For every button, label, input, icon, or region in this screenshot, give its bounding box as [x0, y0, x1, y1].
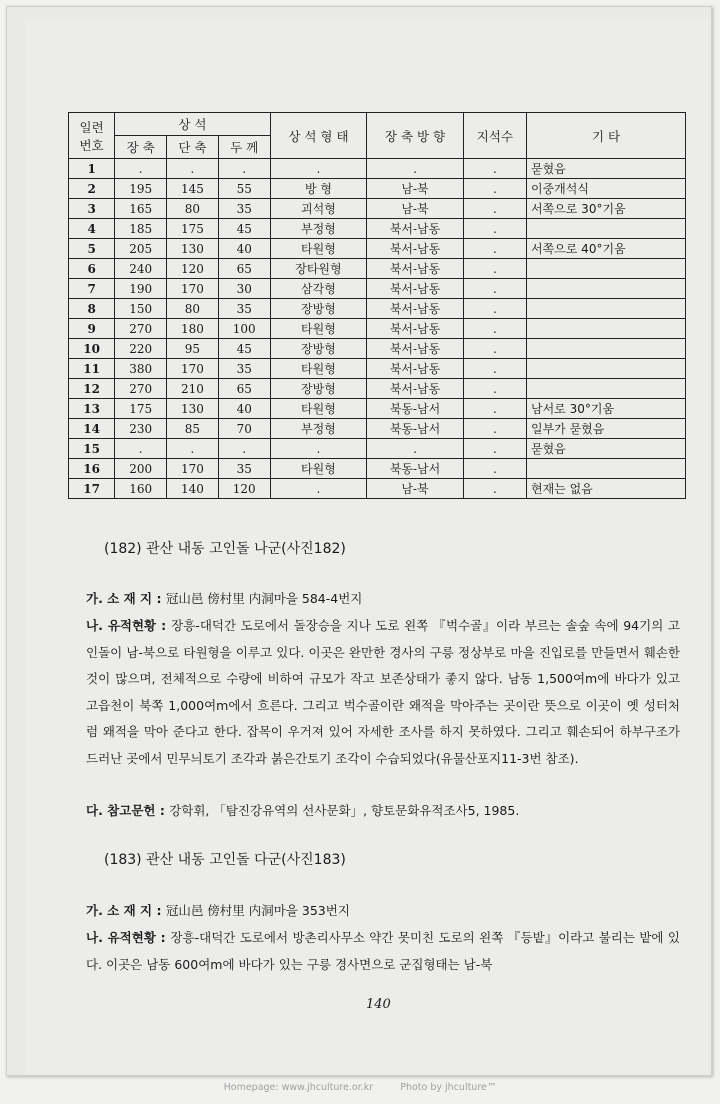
cell-thickness: 35	[218, 359, 270, 379]
cell-support-count: .	[463, 439, 526, 459]
cell-serial-number: 13	[69, 399, 115, 419]
cell-remarks	[527, 339, 686, 359]
cell-thickness: 65	[218, 259, 270, 279]
cell-remarks	[527, 359, 686, 379]
cell-remarks: 일부가 묻혔음	[527, 419, 686, 439]
cell-serial-number: 5	[69, 239, 115, 259]
cell-serial-number: 1	[69, 159, 115, 179]
cell-axis-direction: .	[367, 159, 464, 179]
table-row	[69, 219, 686, 239]
table-row	[69, 439, 686, 459]
cell-width: 170	[167, 279, 219, 299]
cell-serial-number: 17	[69, 479, 115, 499]
table-row	[69, 279, 686, 299]
cell-remarks: 현재는 없음	[527, 479, 686, 499]
cell-length: 270	[115, 319, 167, 339]
section-182-location	[86, 586, 680, 613]
cell-thickness: .	[218, 439, 270, 459]
cell-width: 85	[167, 419, 219, 439]
cell-length: 165	[115, 199, 167, 219]
table-row	[69, 199, 686, 219]
table-row	[69, 419, 686, 439]
cell-shape: 타원형	[270, 359, 367, 379]
status-text: 장흥-대덕간 도로에서 방촌리사무소 약간 못미친 도로의 왼쪽 『등밭』이라고 불리는 밭에 있다. 이곳은 남동 600여m에 바다가 있는 구릉 경사면으로 군집형태는 남-북	[86, 930, 680, 972]
cell-thickness: 45	[218, 339, 270, 359]
cell-serial-number: 9	[69, 319, 115, 339]
section-182-references	[86, 798, 680, 825]
cell-length: 205	[115, 239, 167, 259]
cell-shape: 방 형	[270, 179, 367, 199]
cell-shape: .	[270, 159, 367, 179]
header-length: 장 축	[115, 136, 167, 159]
cell-width: .	[167, 159, 219, 179]
cell-axis-direction: 북서-남동	[367, 359, 464, 379]
location-label: 가. 소 재 지 :	[86, 591, 166, 606]
cell-thickness: 65	[218, 379, 270, 399]
cell-support-count: .	[463, 299, 526, 319]
cell-shape: 장타원형	[270, 259, 367, 279]
cell-axis-direction: 북서-남동	[367, 299, 464, 319]
cell-serial-number: 4	[69, 219, 115, 239]
cell-shape: 타원형	[270, 319, 367, 339]
cell-thickness: 100	[218, 319, 270, 339]
footer-homepage: Homepage: www.jhculture.or.kr	[223, 1082, 374, 1093]
section-182-title: (182) 관산 내동 고인돌 나군(사진182)	[104, 541, 346, 557]
cell-support-count: .	[463, 459, 526, 479]
cell-serial-number: 14	[69, 419, 115, 439]
cell-width: 175	[167, 219, 219, 239]
section-182-status	[86, 613, 680, 772]
cell-support-count: .	[463, 479, 526, 499]
header-long-axis-direction: 장 축 방 향	[367, 113, 464, 159]
cell-support-count: .	[463, 199, 526, 219]
cell-axis-direction: 북서-남동	[367, 379, 464, 399]
cell-support-count: .	[463, 259, 526, 279]
cell-serial-number: 16	[69, 459, 115, 479]
cell-length: 185	[115, 219, 167, 239]
cell-thickness: 35	[218, 299, 270, 319]
cell-remarks: 묻혔음	[527, 439, 686, 459]
cell-axis-direction: 북서-남동	[367, 219, 464, 239]
cell-width: 170	[167, 459, 219, 479]
cell-shape: 부정형	[270, 419, 367, 439]
cell-support-count: .	[463, 219, 526, 239]
cell-axis-direction: 북서-남동	[367, 239, 464, 259]
cell-shape: 장방형	[270, 299, 367, 319]
cell-support-count: .	[463, 339, 526, 359]
cell-thickness: 40	[218, 399, 270, 419]
cell-support-count: .	[463, 239, 526, 259]
cell-width: 80	[167, 299, 219, 319]
cell-length: 150	[115, 299, 167, 319]
section-183-location	[86, 898, 680, 925]
cell-axis-direction: 북동-남서	[367, 459, 464, 479]
cell-width: 130	[167, 399, 219, 419]
table-row	[69, 239, 686, 259]
cell-thickness: 40	[218, 239, 270, 259]
cell-thickness: 35	[218, 459, 270, 479]
table-row	[69, 359, 686, 379]
cell-length: 190	[115, 279, 167, 299]
cell-shape: 장방형	[270, 339, 367, 359]
cell-support-count: .	[463, 159, 526, 179]
table-row	[69, 259, 686, 279]
cell-length: 240	[115, 259, 167, 279]
cell-length: 230	[115, 419, 167, 439]
header-support-stone-count: 지석수	[463, 113, 526, 159]
section-183-title: (183) 관산 내동 고인돌 다군(사진183)	[104, 852, 346, 868]
cell-shape: 부정형	[270, 219, 367, 239]
cell-shape: 타원형	[270, 459, 367, 479]
cell-thickness: 70	[218, 419, 270, 439]
cell-axis-direction: 북서-남동	[367, 279, 464, 299]
cell-remarks	[527, 219, 686, 239]
cell-serial-number: 15	[69, 439, 115, 459]
footer-photo-credit: Photo by jhculture™	[400, 1082, 497, 1093]
cell-thickness: 120	[218, 479, 270, 499]
cell-width: 130	[167, 239, 219, 259]
cell-remarks	[527, 299, 686, 319]
cell-width: 210	[167, 379, 219, 399]
cell-thickness: 45	[218, 219, 270, 239]
cell-width: .	[167, 439, 219, 459]
cell-remarks	[527, 459, 686, 479]
cell-axis-direction: 남-북	[367, 199, 464, 219]
references-text: 강학휘, 「탐진강유역의 선사문화」, 향토문화유적조사5, 1985.	[169, 803, 520, 818]
cell-width: 170	[167, 359, 219, 379]
header-thickness: 두 께	[218, 136, 270, 159]
table-row	[69, 339, 686, 359]
cell-shape: 장방형	[270, 379, 367, 399]
cell-shape: 타원형	[270, 399, 367, 419]
cell-support-count: .	[463, 419, 526, 439]
cell-remarks	[527, 319, 686, 339]
cell-length: 160	[115, 479, 167, 499]
table-row	[69, 179, 686, 199]
cell-support-count: .	[463, 379, 526, 399]
dolmen-survey-table	[68, 112, 686, 499]
table-row	[69, 379, 686, 399]
cell-axis-direction: 남-북	[367, 179, 464, 199]
cell-width: 180	[167, 319, 219, 339]
cell-remarks: 서쪽으로 30°기움	[527, 199, 686, 219]
cell-thickness: 30	[218, 279, 270, 299]
cell-shape: .	[270, 439, 367, 459]
cell-support-count: .	[463, 319, 526, 339]
cell-axis-direction: 남-북	[367, 479, 464, 499]
table-row	[69, 399, 686, 419]
cell-serial-number: 11	[69, 359, 115, 379]
cell-remarks	[527, 279, 686, 299]
cell-width: 145	[167, 179, 219, 199]
cell-support-count: .	[463, 279, 526, 299]
cell-thickness: 55	[218, 179, 270, 199]
cell-serial-number: 8	[69, 299, 115, 319]
cell-length: 380	[115, 359, 167, 379]
cell-remarks	[527, 379, 686, 399]
cell-axis-direction: 북동-남서	[367, 399, 464, 419]
header-capstone: 상 석	[115, 113, 270, 136]
cell-length: .	[115, 439, 167, 459]
cell-remarks: 서쪽으로 40°기움	[527, 239, 686, 259]
cell-remarks: 남서로 30°기움	[527, 399, 686, 419]
location-text: 冠山邑 傍村里 内洞마을 353번지	[165, 903, 350, 918]
table-row	[69, 319, 686, 339]
status-label: 나. 유적현황 :	[86, 618, 172, 633]
cell-support-count: .	[463, 359, 526, 379]
cell-support-count: .	[463, 179, 526, 199]
header-remarks: 기 타	[527, 113, 686, 159]
cell-serial-number: 12	[69, 379, 115, 399]
table-body	[69, 159, 686, 499]
table-row	[69, 459, 686, 479]
cell-remarks: 묻혔음	[527, 159, 686, 179]
table-row	[69, 479, 686, 499]
cell-axis-direction: 북동-남서	[367, 419, 464, 439]
references-label: 다. 참고문헌 :	[86, 803, 170, 818]
section-183-status	[86, 925, 680, 978]
cell-length: 220	[115, 339, 167, 359]
cell-length: 175	[115, 399, 167, 419]
cell-thickness: .	[218, 159, 270, 179]
cell-support-count: .	[463, 399, 526, 419]
status-label: 나. 유적현황 :	[86, 930, 171, 945]
cell-axis-direction: 북서-남동	[367, 319, 464, 339]
cell-serial-number: 10	[69, 339, 115, 359]
location-label: 가. 소 재 지 :	[86, 903, 166, 918]
cell-remarks	[527, 259, 686, 279]
cell-width: 120	[167, 259, 219, 279]
cell-shape: 타원형	[270, 239, 367, 259]
table-header	[69, 113, 686, 159]
cell-length: 270	[115, 379, 167, 399]
cell-width: 95	[167, 339, 219, 359]
cell-axis-direction: .	[367, 439, 464, 459]
location-text: 冠山邑 傍村里 内洞마을 584-4번지	[165, 591, 363, 606]
cell-serial-number: 7	[69, 279, 115, 299]
cell-serial-number: 2	[69, 179, 115, 199]
cell-shape: .	[270, 479, 367, 499]
cell-shape: 삼각형	[270, 279, 367, 299]
cell-serial-number: 6	[69, 259, 115, 279]
footer	[0, 1082, 720, 1093]
page-number: 140	[366, 997, 391, 1012]
status-text: 장흥-대덕간 도로에서 돌장승을 지나 도로 왼쪽 『벅수골』이라 부르는 솔숲 속에 94기의 고인돌이 남-북으로 타원형을 이루고 있다. 이곳은 완만한 경사의 구릉 정상부로 마을 진입로를 만들면서 훼손한 것이 많으며, 전체적으로 수량에 비하여 규모가 작고 보존상태가 좋지 않다. 남동 1,500여m에 바다가 있고 고읍천이 북쪽 1,000여m에서 흐른다. 그리고 벅수골이란 왜적을 막아주는 곳이란 뜻으로 이곳이 옛 성터처럼 왜적을 막아 준다고 한다. 잡목이 우거져 있어 자세한 조사를 하지 못하였다. 그리고 훼손되어 하부구조가 드러난 곳에서 민무늬토기 조각과 붉은간토기 조각이 수습되었다(유물산포지11-3번 참조).	[86, 618, 680, 766]
cell-width: 80	[167, 199, 219, 219]
cell-remarks: 이중개석식	[527, 179, 686, 199]
header-capstone-shape: 상 석 형 태	[270, 113, 367, 159]
cell-width: 140	[167, 479, 219, 499]
header-serial-number: 일련 번호	[69, 113, 115, 159]
cell-thickness: 35	[218, 199, 270, 219]
cell-serial-number: 3	[69, 199, 115, 219]
cell-shape: 괴석형	[270, 199, 367, 219]
table-row	[69, 159, 686, 179]
cell-length: .	[115, 159, 167, 179]
cell-length: 195	[115, 179, 167, 199]
cell-axis-direction: 북서-남동	[367, 339, 464, 359]
table-row	[69, 299, 686, 319]
header-width: 단 축	[167, 136, 219, 159]
cell-length: 200	[115, 459, 167, 479]
cell-axis-direction: 북서-남동	[367, 259, 464, 279]
